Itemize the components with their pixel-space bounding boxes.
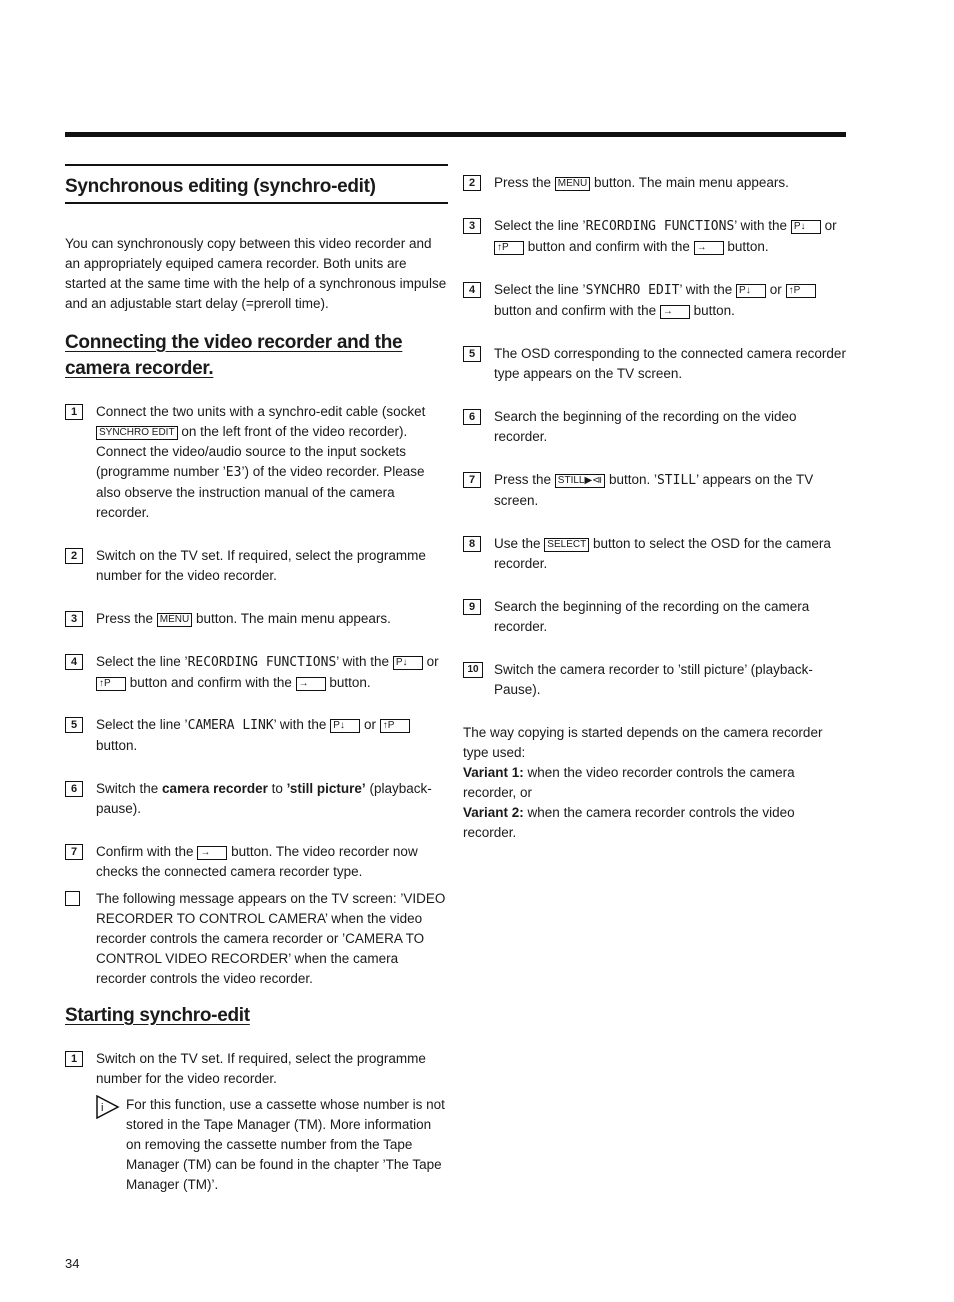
start-step-1: 1 Switch on the TV set. If required, select the programme number for the video recorder. i For this function, use a cassette whose number is not stored in the Tape Manager (TM). More information on removing the cassette number from the Tape Manager (TM) can be found in the chapter ’The Tape Manager (TM)’. <box>65 1049 448 1195</box>
synchro-edit-socket-key: SYNCHRO EDIT <box>96 426 178 440</box>
step-number: 2 <box>65 548 83 564</box>
intro-paragraph: You can synchronously copy between this video recorder and an appropriately equiped camera recorder. Both units are started at the same time with the help of a synchronous impulse and an adjustable start delay (=preroll time). <box>65 236 447 311</box>
select-key: SELECT <box>544 538 589 552</box>
connect-step-2: 2 Switch on the TV set. If required, select the programme number for the video recorder. <box>65 546 448 586</box>
confirm-arrow-key: → <box>197 846 227 860</box>
start-step-10: 10 Switch the camera recorder to ’still picture’ (playback-Pause). <box>463 660 846 700</box>
start-step-5: 5 The OSD corresponding to the connected camera recorder type appears on the TV screen. <box>463 344 846 384</box>
start-step-8: 8 Use the SELECT button to select the OSD for the camera recorder. <box>463 534 846 574</box>
step-number: 6 <box>463 409 481 425</box>
start-step-9: 9 Search the beginning of the recording on the camera recorder. <box>463 597 846 637</box>
step-number: 7 <box>463 472 481 488</box>
page-number: 34 <box>65 1256 80 1271</box>
start-step-4: 4 Select the line ’SYNCHRO EDIT’ with the P↓ or ↑P button and confirm with the → button. <box>463 280 846 321</box>
confirm-arrow-key: → <box>660 305 690 319</box>
step-number: 2 <box>463 175 481 191</box>
p-down-key: P↓ <box>736 284 766 298</box>
step-number: 6 <box>65 781 83 797</box>
left-column <box>65 164 448 1195</box>
info-note: i For this function, use a cassette whose number is not stored in the Tape Manager (TM). More information on removing the cassette number from the Tape Manager (TM) can be found in the chapter ’The Tape Manager (TM)’. <box>96 1095 448 1195</box>
step-number: 4 <box>65 654 83 670</box>
note-box-icon <box>65 891 80 906</box>
step-number: 10 <box>463 662 483 678</box>
menu-key: MENU <box>157 613 192 627</box>
p-down-key: P↓ <box>393 656 423 670</box>
section-title-synchro-edit: Synchronous editing (synchro-edit) <box>65 164 448 204</box>
top-rule <box>65 132 846 137</box>
confirm-arrow-key: → <box>694 241 724 255</box>
connect-step-7: 7 Confirm with the → button. The video recorder now checks the connected camera recorder type. <box>65 842 448 882</box>
p-up-key: ↑P <box>786 284 816 298</box>
step-number: 9 <box>463 599 481 615</box>
step-number: 1 <box>65 1051 83 1067</box>
variant-2: Variant 2: when the camera recorder controls the video recorder. <box>463 805 795 840</box>
menu-key: MENU <box>555 177 590 191</box>
step-number: 4 <box>463 282 481 298</box>
step-number: 3 <box>463 218 481 234</box>
start-step-3: 3 Select the line ’RECORDING FUNCTIONS’ with the P↓ or ↑P button and confirm with the → button. <box>463 216 846 257</box>
step-number: 1 <box>65 404 83 420</box>
p-down-key: P↓ <box>791 220 821 234</box>
p-up-key: ↑P <box>96 677 126 691</box>
start-step-2: 2 Press the MENU button. The main menu appears. <box>463 173 846 193</box>
connect-note: The following message appears on the TV screen: ’VIDEO RECORDER TO CONTROL CAMERA’ when the video recorder controls the camera recorder or ’CAMERA TO CONTROL VIDEO RECORDER’ when the camera recorder controls the video recorder. <box>65 889 448 989</box>
connect-step-6: 6 Switch the camera recorder to ’still picture’ (playback-pause). <box>65 779 448 819</box>
confirm-arrow-key: → <box>296 677 326 691</box>
connect-step-1: 1 Connect the two units with a synchro-edit cable (socket SYNCHRO EDIT on the left front of the video recorder). Connect the video/audio source to the input sockets (programme number ’E3’) of the video recorder. Please also observe the instruction manual of the camera recorder. <box>65 402 448 523</box>
section-title-connecting: Connecting the video recorder and the camera recorder. <box>65 332 403 379</box>
p-down-key: P↓ <box>330 719 360 733</box>
p-up-key: ↑P <box>494 241 524 255</box>
variant-1: Variant 1: when the video recorder controls the camera recorder, or <box>463 765 795 800</box>
connect-step-3: 3 Press the MENU button. The main menu appears. <box>65 609 448 629</box>
step-number: 8 <box>463 536 481 552</box>
still-key: STILL▶⧏ <box>555 474 605 488</box>
right-column <box>463 164 846 843</box>
connect-step-5: 5 Select the line ’CAMERA LINK’ with the P↓ or ↑P button. <box>65 715 448 756</box>
step-number: 5 <box>463 346 481 362</box>
step-number: 3 <box>65 611 83 627</box>
start-step-6: 6 Search the beginning of the recording on the video recorder. <box>463 407 846 447</box>
step-number: 5 <box>65 717 83 733</box>
step-number: 7 <box>65 844 83 860</box>
p-up-key: ↑P <box>380 719 410 733</box>
section-title-starting: Starting synchro-edit <box>65 1005 250 1026</box>
connect-step-4: 4 Select the line ’RECORDING FUNCTIONS’ with the P↓ or ↑P button and confirm with the → button. <box>65 652 448 693</box>
info-icon <box>96 1095 120 1119</box>
variants-intro: The way copying is started depends on the camera recorder type used: <box>463 725 823 760</box>
start-step-7: 7 Press the STILL▶⧏ button. ’STILL’ appears on the TV screen. <box>463 470 846 511</box>
info-icon-glyph: i <box>101 1102 104 1114</box>
